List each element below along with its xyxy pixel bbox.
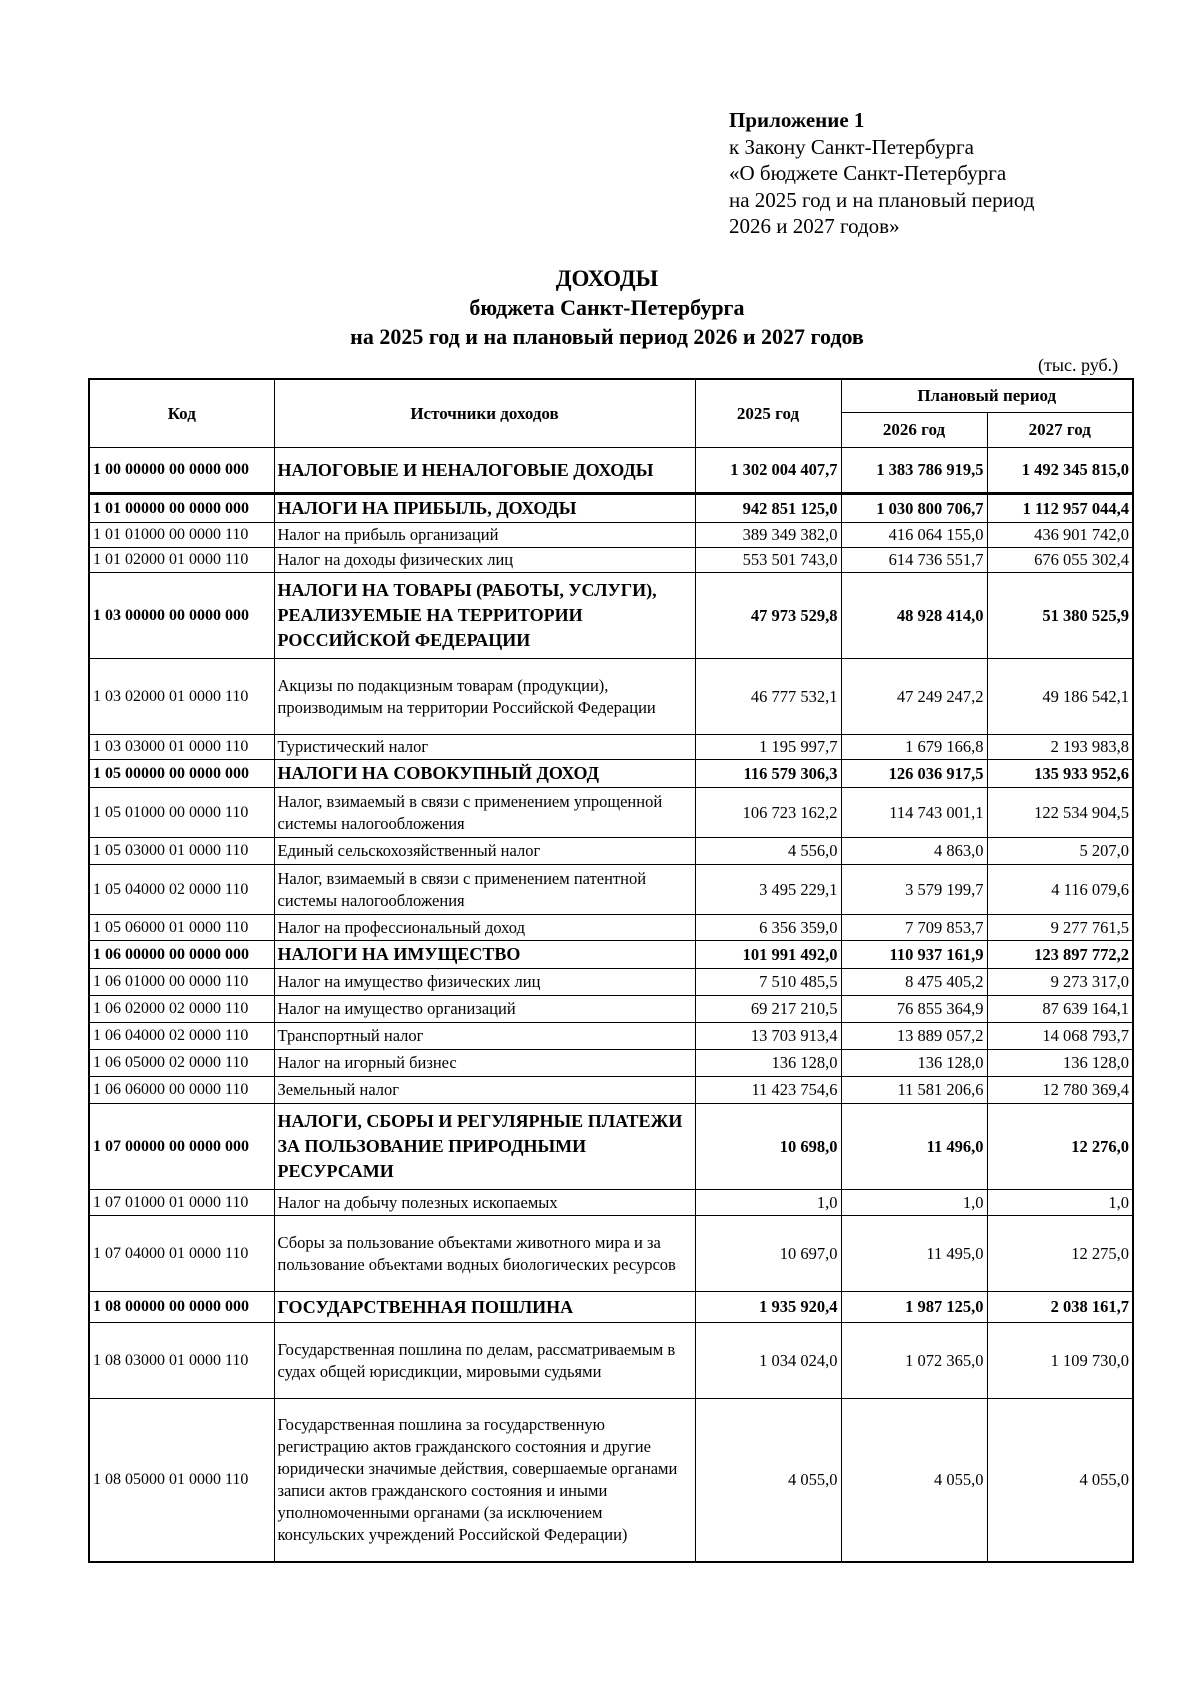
header-year-2027: 2027 год — [987, 413, 1133, 448]
appendix-title: Приложение 1 — [729, 108, 865, 132]
row-value-2025: 4 055,0 — [695, 1399, 841, 1562]
row-code: 1 06 04000 02 0000 110 — [89, 1023, 274, 1050]
row-value-2027: 436 901 742,0 — [987, 523, 1133, 548]
table-row — [89, 1216, 1133, 1292]
row-value-2026: 126 036 917,5 — [841, 760, 987, 788]
table-row — [89, 969, 1133, 996]
title-line-1: ДОХОДЫ — [555, 266, 659, 291]
row-source: Налог на добычу полезных ископаемых — [274, 1190, 695, 1216]
row-code: 1 06 05000 02 0000 110 — [89, 1050, 274, 1077]
row-source: НАЛОГИ НА ТОВАРЫ (РАБОТЫ, УСЛУГИ), РЕАЛИЗУЕМЫЕ НА ТЕРРИТОРИИ РОССИЙСКОЙ ФЕДЕРАЦИИ — [274, 573, 695, 659]
row-value-2027: 5 207,0 — [987, 838, 1133, 865]
table-row — [89, 915, 1133, 941]
row-source: Налог на профессиональный доход — [274, 915, 695, 941]
row-value-2027: 123 897 772,2 — [987, 941, 1133, 969]
row-value-2027: 12 275,0 — [987, 1216, 1133, 1292]
row-source: Налог, взимаемый в связи с применением патентной системы налогообложения — [274, 865, 695, 915]
row-code: 1 03 00000 00 0000 000 — [89, 573, 274, 659]
title-line-2: бюджета Санкт-Петербурга — [469, 295, 745, 320]
appendix-line: к Закону Санкт-Петербурга — [729, 134, 974, 159]
row-source: Земельный налог — [274, 1077, 695, 1104]
row-code: 1 06 01000 00 0000 110 — [89, 969, 274, 996]
row-source: Транспортный налог — [274, 1023, 695, 1050]
row-value-2027: 1 492 345 815,0 — [987, 448, 1133, 494]
table-row — [89, 573, 1133, 659]
row-value-2027: 2 193 983,8 — [987, 735, 1133, 760]
row-value-2026: 8 475 405,2 — [841, 969, 987, 996]
table-row — [89, 735, 1133, 760]
row-value-2026: 416 064 155,0 — [841, 523, 987, 548]
table-row — [89, 865, 1133, 915]
row-value-2025: 69 217 210,5 — [695, 996, 841, 1023]
row-value-2025: 13 703 913,4 — [695, 1023, 841, 1050]
row-value-2025: 101 991 492,0 — [695, 941, 841, 969]
row-value-2027: 12 780 369,4 — [987, 1077, 1133, 1104]
revenue-table — [88, 378, 1134, 1563]
row-value-2025: 942 851 125,0 — [695, 494, 841, 523]
row-source: Налог на доходы физических лиц — [274, 548, 695, 573]
row-source: НАЛОГОВЫЕ И НЕНАЛОГОВЫЕ ДОХОДЫ — [274, 448, 695, 494]
row-value-2025: 6 356 359,0 — [695, 915, 841, 941]
row-value-2026: 11 495,0 — [841, 1216, 987, 1292]
row-code: 1 00 00000 00 0000 000 — [89, 448, 274, 494]
table-row — [89, 788, 1133, 838]
row-value-2026: 110 937 161,9 — [841, 941, 987, 969]
row-code: 1 03 02000 01 0000 110 — [89, 659, 274, 735]
row-value-2027: 9 277 761,5 — [987, 915, 1133, 941]
row-value-2026: 47 249 247,2 — [841, 659, 987, 735]
row-value-2027: 14 068 793,7 — [987, 1023, 1133, 1050]
row-source: НАЛОГИ НА ИМУЩЕСТВО — [274, 941, 695, 969]
row-value-2025: 1 935 920,4 — [695, 1292, 841, 1323]
row-value-2026: 1 030 800 706,7 — [841, 494, 987, 523]
row-value-2025: 1 034 024,0 — [695, 1323, 841, 1399]
row-code: 1 06 02000 02 0000 110 — [89, 996, 274, 1023]
table-row — [89, 1323, 1133, 1399]
row-source: НАЛОГИ НА СОВОКУПНЫЙ ДОХОД — [274, 760, 695, 788]
table-body — [89, 448, 1133, 1562]
row-source: Акцизы по подакцизным товарам (продукции), производимым на территории Российской Федерации — [274, 659, 695, 735]
row-value-2027: 87 639 164,1 — [987, 996, 1133, 1023]
row-value-2026: 11 581 206,6 — [841, 1077, 987, 1104]
row-value-2026: 114 743 001,1 — [841, 788, 987, 838]
table-row — [89, 523, 1133, 548]
row-value-2025: 10 697,0 — [695, 1216, 841, 1292]
row-value-2025: 1 195 997,7 — [695, 735, 841, 760]
row-code: 1 01 02000 01 0000 110 — [89, 548, 274, 573]
header-year-2026: 2026 год — [841, 413, 987, 448]
row-value-2025: 3 495 229,1 — [695, 865, 841, 915]
row-code: 1 07 00000 00 0000 000 — [89, 1104, 274, 1190]
table-row — [89, 1023, 1133, 1050]
document-title — [0, 264, 1200, 351]
row-value-2027: 9 273 317,0 — [987, 969, 1133, 996]
row-value-2025: 7 510 485,5 — [695, 969, 841, 996]
header-code: Код — [89, 379, 274, 448]
row-value-2025: 4 556,0 — [695, 838, 841, 865]
row-value-2027: 51 380 525,9 — [987, 573, 1133, 659]
row-value-2027: 4 055,0 — [987, 1399, 1133, 1562]
header-planned-period: Плановый период — [841, 379, 1133, 413]
row-source: Налог на игорный бизнес — [274, 1050, 695, 1077]
row-code: 1 03 03000 01 0000 110 — [89, 735, 274, 760]
appendix-block — [729, 107, 1034, 240]
row-value-2027: 49 186 542,1 — [987, 659, 1133, 735]
row-code: 1 01 01000 00 0000 110 — [89, 523, 274, 548]
row-source: ГОСУДАРСТВЕННАЯ ПОШЛИНА — [274, 1292, 695, 1323]
header-source: Источники доходов — [274, 379, 695, 448]
table-row — [89, 494, 1133, 523]
row-code: 1 07 01000 01 0000 110 — [89, 1190, 274, 1216]
row-code: 1 05 00000 00 0000 000 — [89, 760, 274, 788]
row-value-2027: 122 534 904,5 — [987, 788, 1133, 838]
row-value-2025: 1,0 — [695, 1190, 841, 1216]
row-value-2025: 389 349 382,0 — [695, 523, 841, 548]
row-source: НАЛОГИ НА ПРИБЫЛЬ, ДОХОДЫ — [274, 494, 695, 523]
title-line-3: на 2025 год и на плановый период 2026 и 2027 годов — [350, 324, 864, 349]
row-code: 1 01 00000 00 0000 000 — [89, 494, 274, 523]
row-value-2027: 2 038 161,7 — [987, 1292, 1133, 1323]
row-code: 1 08 03000 01 0000 110 — [89, 1323, 274, 1399]
row-value-2026: 11 496,0 — [841, 1104, 987, 1190]
row-value-2027: 12 276,0 — [987, 1104, 1133, 1190]
row-value-2026: 614 736 551,7 — [841, 548, 987, 573]
row-value-2027: 1,0 — [987, 1190, 1133, 1216]
table-row — [89, 1077, 1133, 1104]
row-code: 1 07 04000 01 0000 110 — [89, 1216, 274, 1292]
table-row — [89, 448, 1133, 494]
row-source: Государственная пошлина за государственную регистрацию актов гражданского состояния и другие юридически значимые действия, совершаемые органами записи актов гражданского состояния и иными уполномоченными органами (за исключением консульских учреждений Российской Федерации) — [274, 1399, 695, 1562]
table-row — [89, 941, 1133, 969]
header-year-2025: 2025 год — [695, 379, 841, 448]
row-source: Единый сельскохозяйственный налог — [274, 838, 695, 865]
row-source: Туристический налог — [274, 735, 695, 760]
row-code: 1 08 05000 01 0000 110 — [89, 1399, 274, 1562]
row-code: 1 05 04000 02 0000 110 — [89, 865, 274, 915]
row-value-2025: 553 501 743,0 — [695, 548, 841, 573]
row-value-2026: 136 128,0 — [841, 1050, 987, 1077]
row-value-2027: 1 112 957 044,4 — [987, 494, 1133, 523]
appendix-line: на 2025 год и на плановый период — [729, 187, 1035, 212]
row-value-2025: 10 698,0 — [695, 1104, 841, 1190]
units-label: (тыс. руб.) — [1038, 355, 1119, 375]
row-code: 1 05 01000 00 0000 110 — [89, 788, 274, 838]
row-code: 1 08 00000 00 0000 000 — [89, 1292, 274, 1323]
row-value-2026: 48 928 414,0 — [841, 573, 987, 659]
row-value-2026: 13 889 057,2 — [841, 1023, 987, 1050]
row-value-2027: 1 109 730,0 — [987, 1323, 1133, 1399]
table-row — [89, 1104, 1133, 1190]
row-value-2025: 11 423 754,6 — [695, 1077, 841, 1104]
row-value-2026: 4 863,0 — [841, 838, 987, 865]
row-value-2026: 7 709 853,7 — [841, 915, 987, 941]
row-value-2027: 676 055 302,4 — [987, 548, 1133, 573]
appendix-line: 2026 и 2027 годов» — [729, 214, 900, 238]
row-value-2025: 136 128,0 — [695, 1050, 841, 1077]
row-value-2026: 1 383 786 919,5 — [841, 448, 987, 494]
row-value-2026: 1,0 — [841, 1190, 987, 1216]
row-value-2025: 47 973 529,8 — [695, 573, 841, 659]
row-source: Налог на имущество организаций — [274, 996, 695, 1023]
row-source: НАЛОГИ, СБОРЫ И РЕГУЛЯРНЫЕ ПЛАТЕЖИ ЗА ПОЛЬЗОВАНИЕ ПРИРОДНЫМИ РЕСУРСАМИ — [274, 1104, 695, 1190]
row-source: Налог на имущество физических лиц — [274, 969, 695, 996]
row-value-2026: 76 855 364,9 — [841, 996, 987, 1023]
table-row — [89, 1292, 1133, 1323]
row-value-2026: 3 579 199,7 — [841, 865, 987, 915]
row-value-2027: 136 128,0 — [987, 1050, 1133, 1077]
row-value-2025: 116 579 306,3 — [695, 760, 841, 788]
table-row — [89, 1399, 1133, 1562]
table-row — [89, 760, 1133, 788]
table-row — [89, 1050, 1133, 1077]
row-value-2027: 4 116 079,6 — [987, 865, 1133, 915]
row-source: Налог на прибыль организаций — [274, 523, 695, 548]
row-code: 1 05 06000 01 0000 110 — [89, 915, 274, 941]
row-code: 1 05 03000 01 0000 110 — [89, 838, 274, 865]
row-value-2026: 1 679 166,8 — [841, 735, 987, 760]
row-value-2026: 1 072 365,0 — [841, 1323, 987, 1399]
row-value-2025: 46 777 532,1 — [695, 659, 841, 735]
table-row — [89, 659, 1133, 735]
table-row — [89, 548, 1133, 573]
row-value-2026: 4 055,0 — [841, 1399, 987, 1562]
table-row — [89, 1190, 1133, 1216]
row-source: Налог, взимаемый в связи с применением упрощенной системы налогообложения — [274, 788, 695, 838]
row-source: Государственная пошлина по делам, рассматриваемым в судах общей юрисдикции, мировыми судьями — [274, 1323, 695, 1399]
row-code: 1 06 06000 00 0000 110 — [89, 1077, 274, 1104]
row-value-2025: 1 302 004 407,7 — [695, 448, 841, 494]
row-code: 1 06 00000 00 0000 000 — [89, 941, 274, 969]
row-value-2027: 135 933 952,6 — [987, 760, 1133, 788]
table-row — [89, 838, 1133, 865]
table-row — [89, 996, 1133, 1023]
row-value-2025: 106 723 162,2 — [695, 788, 841, 838]
appendix-line: «О бюджете Санкт-Петербурга — [729, 161, 1007, 185]
row-source: Сборы за пользование объектами животного мира и за пользование объектами водных биологических ресурсов — [274, 1216, 695, 1292]
row-value-2026: 1 987 125,0 — [841, 1292, 987, 1323]
